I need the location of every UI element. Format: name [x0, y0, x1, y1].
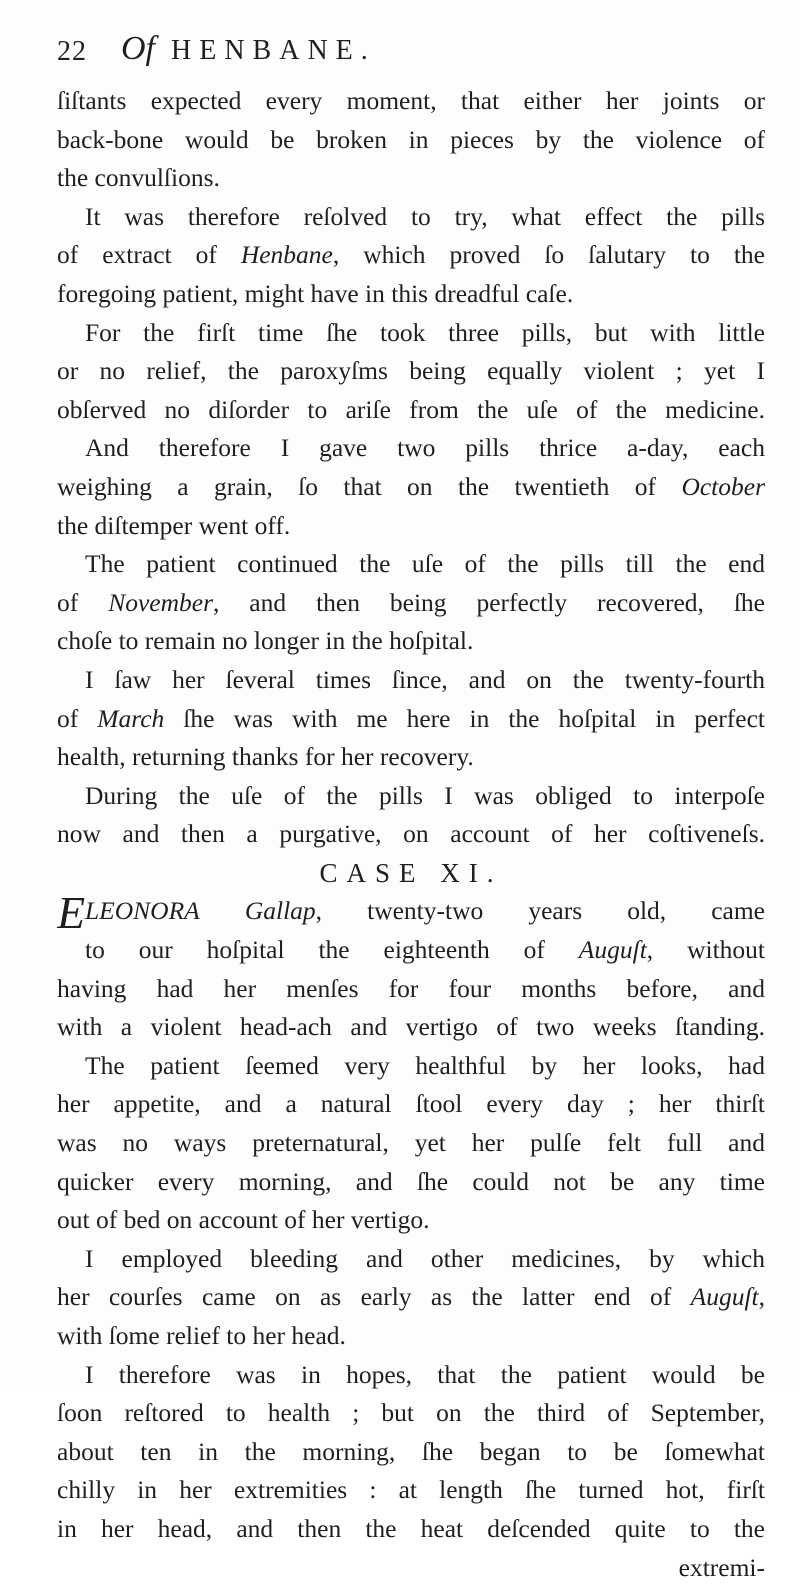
- text-line: the diſtemper went off.: [57, 510, 291, 540]
- text-line: out of bed on account of her vertigo.: [57, 1205, 430, 1235]
- text-line: weighing a grain, ſo that on the twentieth of October: [57, 471, 765, 501]
- text-line: with a violent head-ach and vertigo of two weeks ſtanding.: [57, 1012, 765, 1042]
- text-line: or no relief, the paroxyſms being equally violent ; yet I: [57, 356, 765, 386]
- text-line: about ten in the morning, ſhe began to be ſomewhat: [57, 1436, 765, 1466]
- text-line: back-bone would be broken in pieces by the violence of: [57, 124, 765, 154]
- drop-cap: E: [57, 892, 86, 932]
- text-line: having had her menſes for four months before, and: [57, 973, 765, 1003]
- catchword: extremi-: [678, 1552, 765, 1582]
- text-line: her appetite, and a natural ſtool every day ; her thirſt: [57, 1089, 765, 1119]
- body-text: [57, 82, 765, 1587]
- page-number: 22: [57, 36, 87, 67]
- text-line: the convulſions.: [57, 163, 220, 193]
- text-line: [57, 892, 765, 931]
- case-opening-text: LEONORA Gallap, twenty-two years old, came: [85, 896, 765, 926]
- text-line: The patient ſeemed very healthful by her looks, had: [85, 1050, 765, 1080]
- text-line: of March ſhe was with me here in the hoſpital in perfect: [57, 703, 765, 733]
- text-line: I ſaw her ſeveral times ſince, and on the twenty-fourth: [85, 664, 765, 694]
- text-line: The patient continued the uſe of the pills till the end: [85, 549, 765, 579]
- text-line: It was therefore reſolved to try, what effect the pills: [85, 201, 765, 231]
- text-line: with ſome relief to her head.: [57, 1321, 346, 1350]
- text-line: in her head, and then the heat deſcended quite to the: [57, 1513, 765, 1543]
- text-line: I employed bleeding and other medicines, by which: [85, 1243, 765, 1273]
- text-line: was no ways preternatural, yet her pulſe felt full and: [57, 1128, 765, 1158]
- case-heading: CASE XI.: [319, 857, 503, 888]
- text-line: health, returning thanks for her recovery.: [57, 742, 474, 772]
- text-line: obſerved no diſorder to ariſe from the uſe of the medicine.: [57, 394, 765, 424]
- text-line: For the firſt time ſhe took three pills, but with little: [85, 317, 765, 347]
- text-line: ſoon reſtored to health ; but on the third of September,: [57, 1398, 765, 1428]
- text-line: now and then a purgative, on account of her coſtiveneſs.: [57, 819, 765, 849]
- running-head: [121, 30, 376, 68]
- text-line: During the uſe of the pills I was obliged to interpoſe: [85, 780, 765, 810]
- text-line: her courſes came on as early as the latter end of Auguſt,: [57, 1282, 765, 1312]
- text-line: I therefore was in hopes, that the patient would be: [85, 1359, 765, 1389]
- text-line: quicker every morning, and ſhe could not be any time: [57, 1166, 765, 1196]
- running-head-title: HENBANE.: [171, 35, 376, 66]
- text-line: chilly in her extremities : at length ſhe turned hot, firſt: [57, 1475, 765, 1505]
- page-header: [57, 30, 757, 78]
- text-line: of extract of Henbane, which proved ſo ſalutary to the: [57, 240, 765, 270]
- text-line: choſe to remain no longer in the hoſpital.: [57, 626, 474, 656]
- text-line: And therefore I gave two pills thrice a-day, each: [85, 433, 765, 463]
- text-line: foregoing patient, might have in this dreadful caſe.: [57, 278, 574, 308]
- text-line: of November, and then being perfectly recovered, ſhe: [57, 587, 765, 617]
- text-line: to our hoſpital the eighteenth of Auguſt, without: [85, 935, 765, 965]
- running-head-prefix: Of: [121, 30, 155, 67]
- text-line: ſiſtants expected every moment, that either her joints or: [57, 86, 765, 115]
